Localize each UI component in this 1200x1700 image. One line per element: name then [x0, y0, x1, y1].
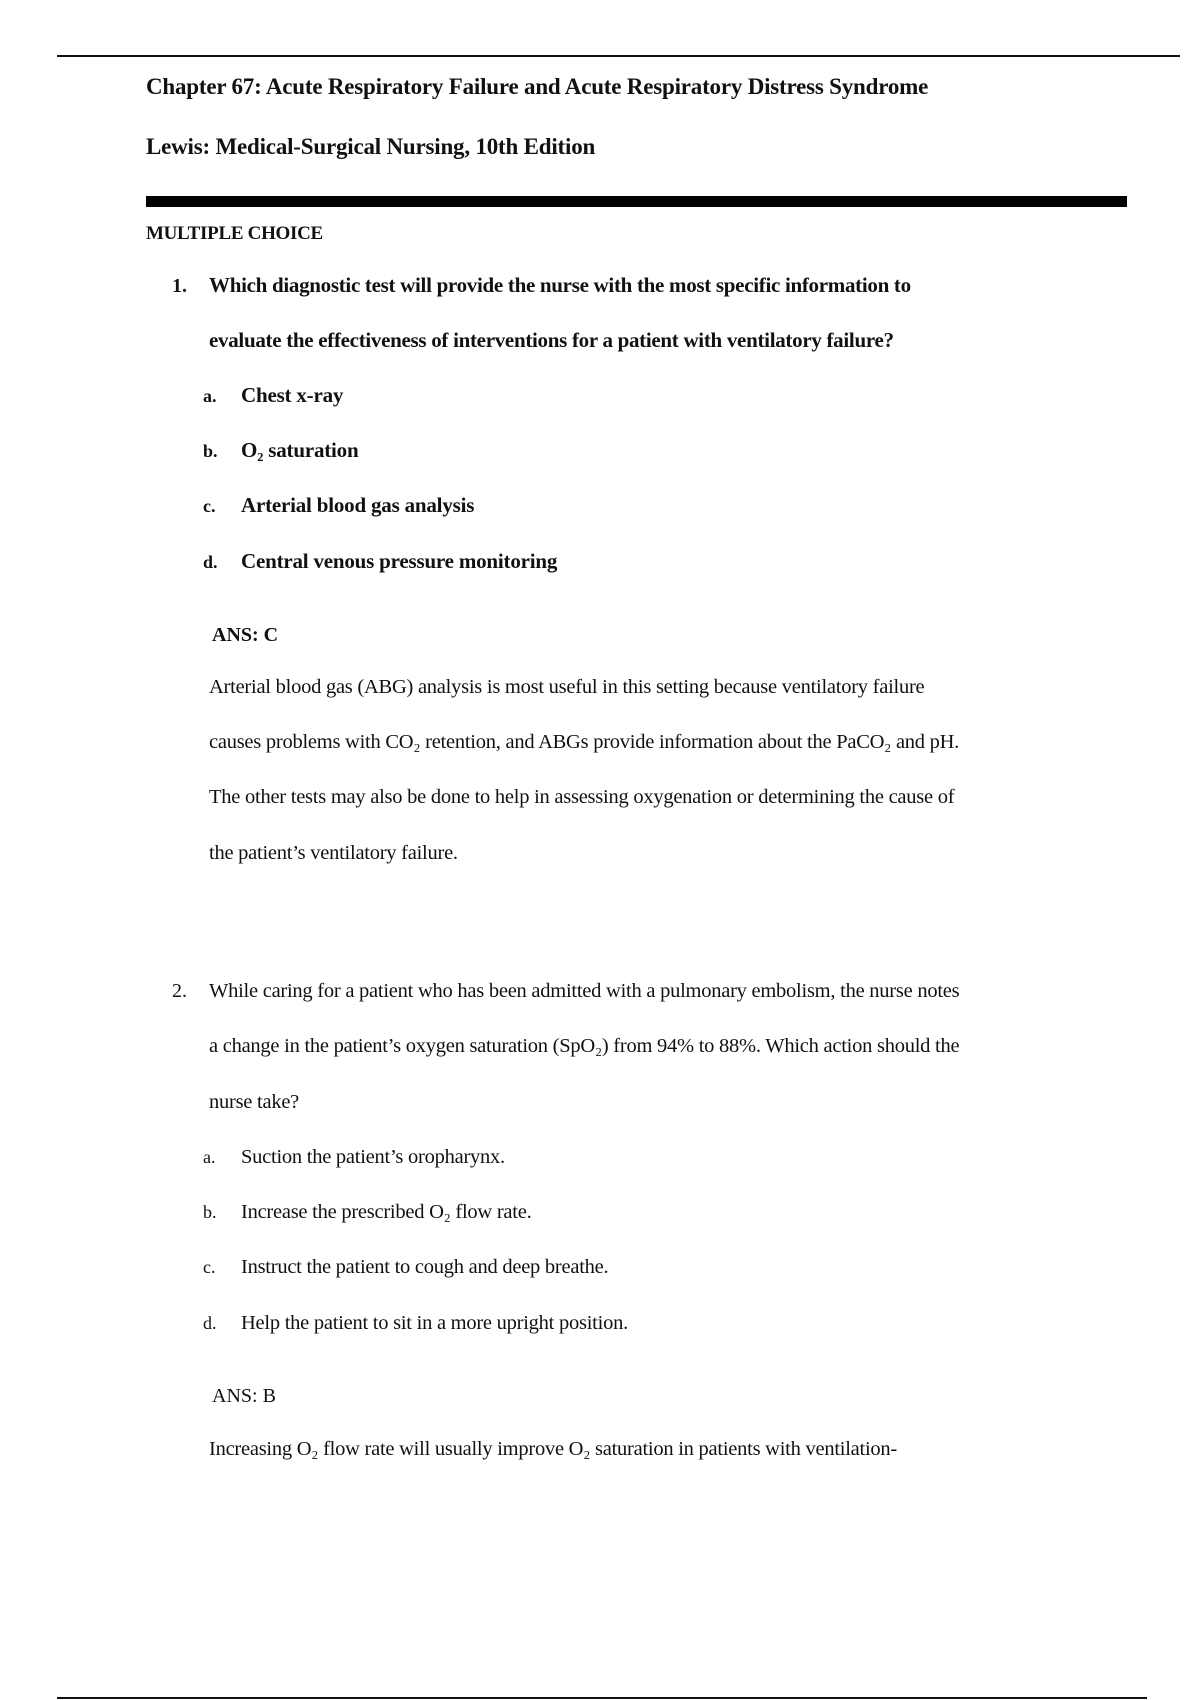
option-label: b. — [203, 441, 218, 461]
rationale-line: Increasing O₂ flow rate will usually improve O₂ saturation in patients with ventilation- — [209, 1438, 897, 1460]
rationale-line: the patient’s ventilatory failure. — [209, 842, 458, 864]
header-divider — [146, 196, 1127, 207]
question-stem-line: a change in the patient’s oxygen saturation (SpO₂) from 94% to 88%. Which action should the — [209, 1035, 960, 1057]
option-text[interactable]: O₂ saturation — [241, 438, 359, 462]
question-stem-line: evaluate the effectiveness of interventions for a patient with ventilatory failure? — [209, 328, 894, 352]
chapter-title: Chapter 67: Acute Respiratory Failure and Acute Respiratory Distress Syndrome — [146, 74, 929, 99]
option-text[interactable]: Help the patient to sit in a more upright position. — [241, 1312, 628, 1334]
option-label: a. — [203, 386, 217, 406]
question-stem-line: nurse take? — [209, 1091, 300, 1113]
option-text[interactable]: Increase the prescribed O₂ flow rate. — [241, 1201, 532, 1223]
question-stem-line: Which diagnostic test will provide the nurse with the most specific information to — [209, 273, 911, 297]
rationale-line: Arterial blood gas (ABG) analysis is most useful in this setting because ventilatory failure — [209, 676, 925, 698]
option-label: a. — [203, 1147, 216, 1167]
question-number: 1. — [172, 275, 187, 297]
option-text[interactable]: Arterial blood gas analysis — [241, 493, 475, 517]
top-rule — [57, 55, 1180, 57]
section-heading: MULTIPLE CHOICE — [146, 223, 323, 244]
rationale-line: causes problems with CO₂ retention, and ABGs provide information about the PaCO₂ and pH. — [209, 731, 960, 753]
answer-key: ANS: B — [212, 1385, 276, 1407]
option-text[interactable]: Instruct the patient to cough and deep breathe. — [241, 1256, 609, 1278]
option-label: c. — [203, 496, 216, 516]
option-text[interactable]: Chest x-ray — [241, 383, 344, 407]
option-label: b. — [203, 1202, 217, 1222]
book-subtitle: Lewis: Medical-Surgical Nursing, 10th Edition — [146, 134, 596, 159]
option-text[interactable]: Suction the patient’s oropharynx. — [241, 1146, 505, 1168]
answer-key: ANS: C — [212, 624, 279, 646]
option-text[interactable]: Central venous pressure monitoring — [241, 549, 558, 573]
option-label: c. — [203, 1257, 216, 1277]
option-label: d. — [203, 552, 218, 572]
rationale-line: The other tests may also be done to help in assessing oxygenation or determining the cause of — [209, 786, 955, 808]
question-stem-line: While caring for a patient who has been admitted with a pulmonary embolism, the nurse notes — [209, 980, 960, 1002]
bottom-rule — [57, 1697, 1147, 1699]
option-label: d. — [203, 1313, 217, 1333]
question-number: 2. — [172, 980, 187, 1002]
